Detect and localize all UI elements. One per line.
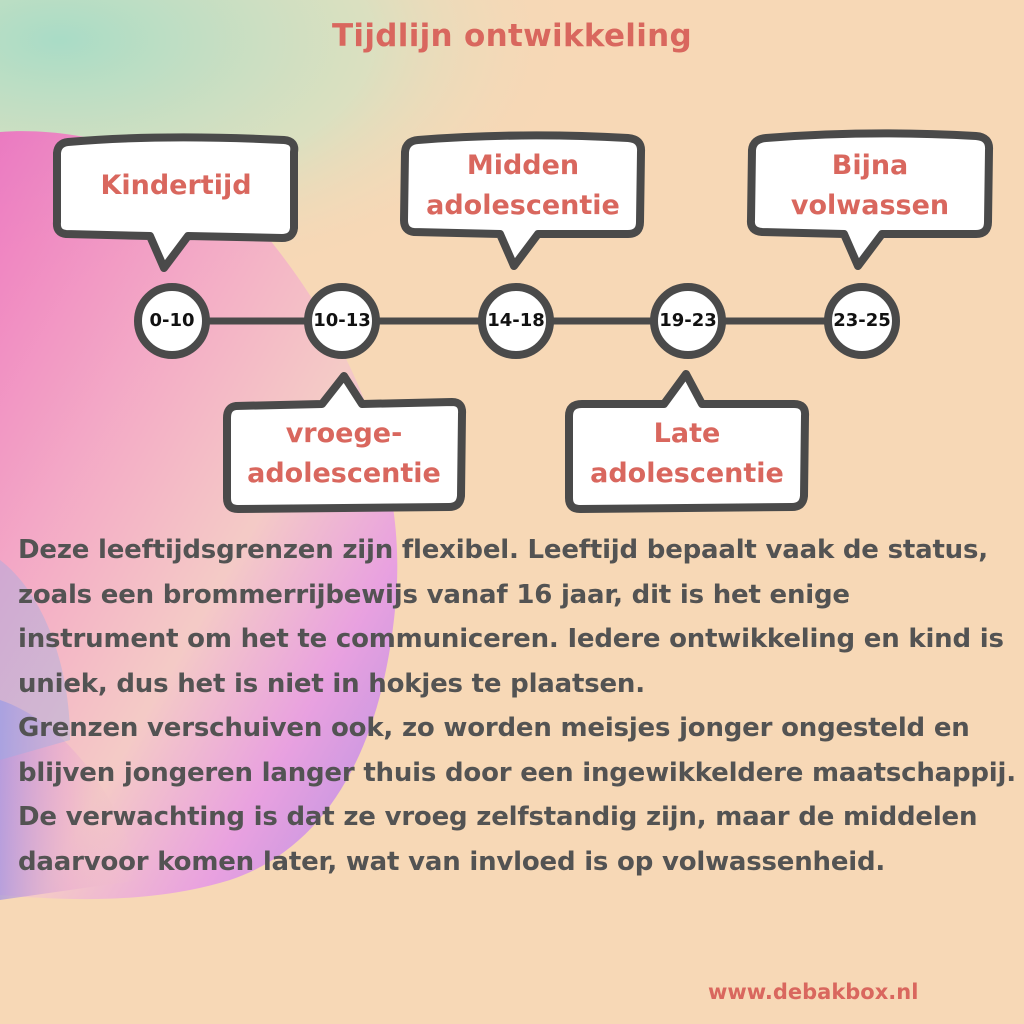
- stage-label-line1: vroege-: [285, 418, 403, 449]
- page-title: Tijdlijn ontwikkeling: [331, 18, 692, 54]
- paragraph-1: Deze leeftijdsgrenzen zijn flexibel. Leeftijd bepaalt vaak de status, zoals een brommerrijbewijs vanaf 16 jaar, dit is het enige instrument om het te communiceren. Iedere ontwikkeling en kind is uniek, dus het is niet in hokjes te plaatsen.: [18, 535, 1004, 699]
- paragraph-2: Grenzen verschuiven ook, zo worden meisjes jonger ongesteld en blijven jongeren langer thuis door een ingewikkeldere maatschappij. De verwachting is dat ze vroeg zelfstandig zijn, maar de middelen daarvoor komen later, wat van invloed is op volwassenheid.: [18, 713, 1016, 877]
- stage-label-line1: Midden: [466, 150, 580, 181]
- stage-label-bijna-volwassen: [754, 146, 986, 226]
- stage-label-line2: volwassen: [790, 190, 950, 221]
- age-label-10-13: 10-13: [313, 310, 371, 331]
- stage-label-line2: adolescentie: [590, 458, 784, 489]
- stage-label-line2: adolescentie: [247, 458, 441, 489]
- body-text: [18, 528, 1018, 884]
- stage-label-line1: Late: [653, 418, 721, 449]
- stage-label-midden-adolescentie: [408, 146, 638, 226]
- stage-label-kindertijd: Kindertijd: [100, 170, 252, 201]
- stage-label-late-adolescentie: [572, 414, 802, 494]
- website-link[interactable]: www.debakbox.nl: [708, 980, 919, 1004]
- stage-label-line2: adolescentie: [426, 190, 620, 221]
- age-label-0-10: 0-10: [149, 310, 195, 331]
- age-label-23-25: 23-25: [833, 310, 891, 331]
- age-label-19-23: 19-23: [659, 310, 717, 331]
- stage-label-line1: Bijna: [831, 150, 909, 181]
- age-label-14-18: 14-18: [487, 310, 545, 331]
- stage-label-vroege-adolescentie: [230, 414, 458, 494]
